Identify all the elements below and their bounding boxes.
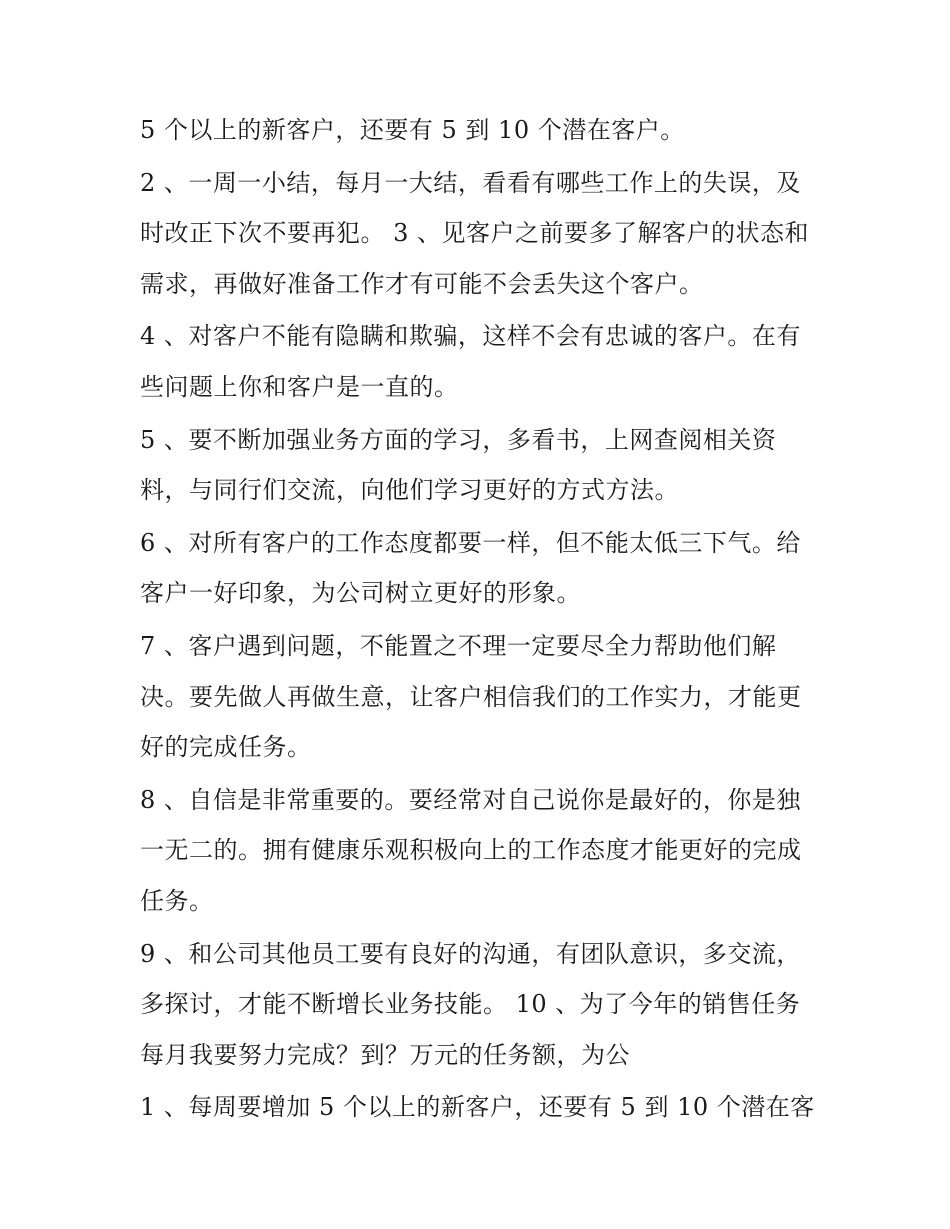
- paragraph-8: 9 、和公司其他员工要有良好的沟通，有团队意识，多交流，多探讨，才能不断增长业务技能。 10 、为了今年的销售任务每月我要努力完成？到？万元的任务额，为公: [140, 939, 801, 1069]
- paragraph-1: 5 个以上的新客户，还要有 5 到 10 个潜在客户。: [140, 116, 685, 144]
- paragraph-6: 7 、客户遇到问题，不能置之不理一定要尽全力帮助他们解决。要先做人再做生意，让客户相信我们的工作实力，才能更好的完成任务。: [140, 631, 802, 762]
- paragraph-2: 2 、一周一小结，每月一大结，看看有哪些工作上的失误，及时改正下次不要再犯。 3 、见客户之前要多了解客户的状态和需求，再做好准备工作才有可能不会丢失这个客户。: [140, 168, 810, 298]
- paragraph-4: 5 、要不断加强业务方面的学习，多看书，上网查阅相关资料，与同行们交流，向他们学习更好的方式方法。: [140, 425, 777, 505]
- paragraph-9: 1 、每周要增加 5 个以上的新客户，还要有 5 到 10 个潜在客: [140, 1093, 815, 1122]
- paragraph-7: 8 、自信是非常重要的。要经常对自己说你是最好的，你是独一无二的。拥有健康乐观积极向上的工作态度才能更好的完成任务。: [140, 785, 802, 915]
- paragraph-5: 6 、对所有客户的工作态度都要一样，但不能太低三下气。给客户一好印象，为公司树立更好的形象。: [140, 528, 801, 608]
- paragraph-3: 4 、对客户不能有隐瞒和欺骗，这样不会有忠诚的客户。在有些问题上你和客户是一直的。: [140, 322, 801, 401]
- document-body: [140, 105, 820, 1135]
